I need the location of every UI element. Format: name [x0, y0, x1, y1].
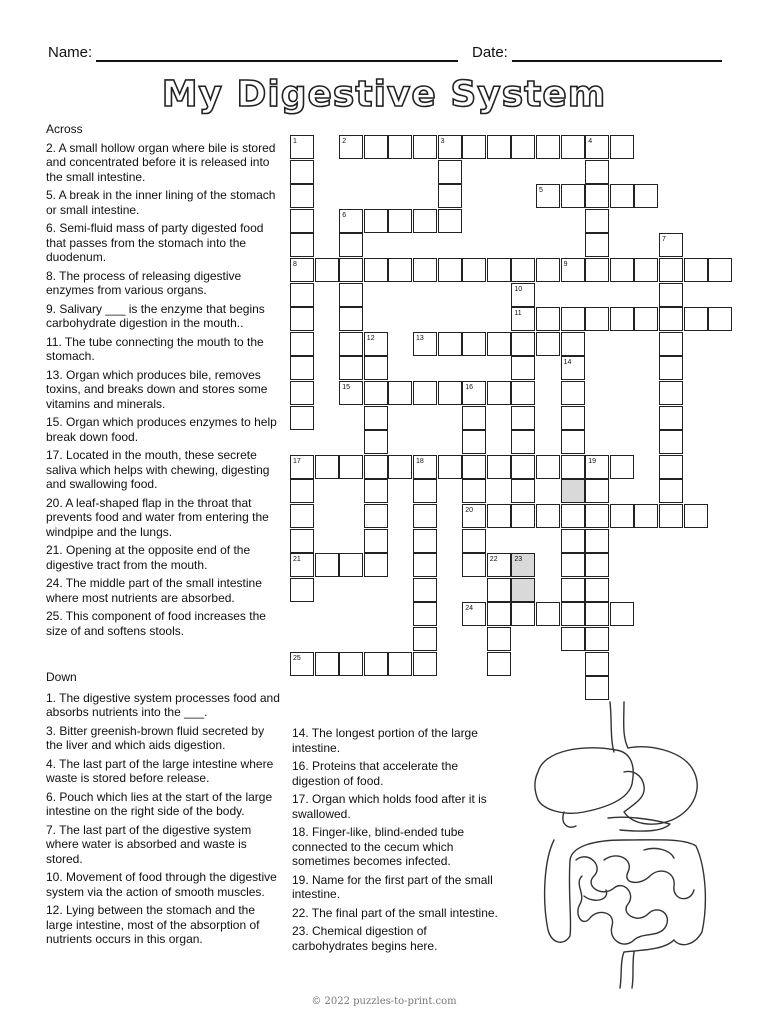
clue-number: 1 [293, 138, 297, 145]
grid-cell[interactable] [659, 479, 683, 503]
grid-cell[interactable] [413, 258, 437, 282]
grid-cell[interactable] [462, 258, 486, 282]
across-clue: 9. Salivary ___ is the enzyme that begins carbohydrate digestion in the mouth.. [46, 301, 265, 330]
grid-cell[interactable] [413, 135, 437, 159]
grid-cell[interactable] [413, 578, 437, 602]
clue-number: 8 [293, 261, 297, 268]
grid-cell[interactable] [438, 209, 462, 233]
grid-cell[interactable] [339, 332, 363, 356]
grid-cell[interactable] [585, 578, 609, 602]
clue-number: 16 [465, 384, 473, 391]
grid-cell[interactable] [413, 602, 437, 626]
down-clue: 19. Name for the first part of the small intestine. [292, 872, 493, 901]
grid-cell[interactable] [339, 356, 363, 380]
down-clue: 6. Pouch which lies at the start of the large intestine on the right side of the body. [46, 789, 273, 818]
grid-cell[interactable] [536, 602, 560, 626]
grid-cell[interactable] [634, 307, 658, 331]
grid-cell[interactable] [462, 529, 486, 553]
grid-cell[interactable] [462, 430, 486, 454]
down-clue: 1. The digestive system processes food and absorbs nutrients into the ___. [46, 690, 280, 719]
grid-cell[interactable] [462, 455, 486, 479]
clue-number: 7 [662, 236, 666, 244]
grid-cell[interactable] [585, 504, 609, 528]
grid-cell[interactable] [339, 553, 363, 577]
grid-cell[interactable] [290, 529, 314, 553]
clue-number: 23 [514, 556, 523, 564]
grid-cell[interactable] [290, 184, 314, 208]
grid-cell[interactable] [364, 430, 388, 454]
grid-cell[interactable] [659, 332, 683, 356]
grid-cell[interactable] [462, 553, 486, 577]
grid-cell[interactable] [536, 332, 560, 356]
clue-number: 17 [293, 457, 301, 465]
grid-cell[interactable] [388, 455, 412, 479]
grid-cell[interactable] [610, 258, 634, 282]
grid-cell[interactable] [659, 356, 683, 380]
across-clue: 24. The middle part of the small intestine where most nutrients are absorbed. [46, 576, 262, 605]
down-clue: 14. The longest portion of the large intestine. [292, 726, 478, 755]
grid-cell[interactable] [364, 553, 388, 577]
grid-cell[interactable] [487, 332, 511, 356]
grid-cell[interactable] [561, 184, 585, 208]
across-clue: 11. The tube connecting the mouth to the stomach. [46, 334, 264, 363]
copyright-footer: © 2022 puzzles-to-print.com [311, 996, 457, 1007]
grid-cell[interactable] [684, 504, 708, 528]
grid-cell[interactable] [536, 455, 560, 479]
grid-cell[interactable] [511, 356, 535, 380]
grid-cell[interactable] [561, 455, 585, 479]
clue-number: 12 [366, 334, 375, 342]
grid-cell[interactable] [708, 307, 732, 331]
grid-cell[interactable] [634, 184, 658, 208]
grid-cell[interactable] [462, 406, 486, 430]
grid-cell[interactable] [462, 332, 486, 356]
digestive-system-illustration [524, 700, 724, 990]
grid-cell[interactable] [610, 184, 634, 208]
grid-cell[interactable] [561, 529, 585, 553]
grid-cell[interactable] [290, 381, 314, 405]
clue-number: 19 [588, 457, 596, 465]
clue-number: 25 [293, 654, 301, 662]
grid-cell[interactable] [585, 652, 609, 676]
grid-cell[interactable] [339, 233, 363, 257]
grid-cell[interactable] [290, 160, 314, 184]
grid-cell[interactable] [487, 455, 511, 479]
grid-cell[interactable] [364, 652, 388, 676]
across-clue: 13. Organ which produces bile, removes toxins, and breaks down and stores some vitamins and minerals. [46, 367, 268, 411]
grid-cell[interactable] [290, 209, 314, 233]
clue-number: 20 [465, 507, 473, 514]
grid-cell[interactable] [290, 283, 314, 307]
clue-number: 6 [342, 211, 347, 219]
grid-cell[interactable] [585, 529, 609, 553]
grid-cell[interactable] [561, 406, 585, 430]
grid-cell[interactable] [413, 479, 437, 503]
down-clue: 16. Proteins that accelerate the digestion of food. [292, 759, 459, 788]
grid-cell[interactable] [364, 406, 388, 430]
grid-cell[interactable] [438, 258, 462, 282]
across-clue: 20. A leaf-shaped flap in the throat that prevents food and water from entering the windpipe and the lungs. [46, 495, 269, 539]
grid-cell[interactable] [290, 406, 314, 430]
grid-cell[interactable] [561, 381, 585, 405]
grid-cell[interactable] [339, 455, 363, 479]
down-clue: 7. The last part of the digestive system where water is absorbed and waste is stored. [46, 822, 252, 866]
grid-cell[interactable] [610, 307, 634, 331]
grid-cell[interactable] [511, 406, 535, 430]
grid-cell[interactable] [561, 553, 585, 577]
grid-cell[interactable] [585, 258, 609, 282]
grid-cell[interactable] [290, 479, 314, 503]
grid-cell[interactable] [339, 307, 363, 331]
grid-cell[interactable] [561, 602, 585, 626]
grid-cell[interactable] [561, 332, 585, 356]
down-heading: Down [46, 670, 77, 684]
grid-cell[interactable] [659, 455, 683, 479]
clue-number: 9 [563, 261, 568, 268]
grid-cell[interactable] [585, 184, 609, 208]
clue-number: 13 [416, 334, 424, 342]
grid-cell[interactable] [610, 602, 634, 626]
grid-cell[interactable] [339, 258, 363, 282]
down-clue: 22. The final part of the small intestine. [292, 905, 498, 920]
date-label: Date: [472, 44, 508, 61]
grid-cell[interactable] [684, 307, 708, 331]
down-clues-right [292, 726, 500, 957]
grid-cell[interactable] [511, 332, 535, 356]
grid-cell[interactable] [585, 479, 609, 503]
grid-cell[interactable] [290, 233, 314, 257]
down-clue: 3. Bitter greenish-brown fluid secreted by the liver and which aids digestion. [46, 723, 265, 752]
grid-cell[interactable] [561, 578, 585, 602]
grid-cell[interactable] [315, 455, 339, 479]
grid-cell[interactable] [315, 258, 339, 282]
grid-cell[interactable] [585, 160, 609, 184]
grid-cell[interactable] [438, 455, 462, 479]
grid-cell[interactable] [684, 258, 708, 282]
clue-number: 5 [539, 187, 543, 195]
grid-cell[interactable] [438, 160, 462, 184]
grid-cell[interactable] [561, 307, 585, 331]
grid-cell[interactable] [610, 504, 634, 528]
clue-number: 14 [563, 359, 572, 367]
grid-cell[interactable] [511, 135, 535, 159]
grid-cell[interactable] [487, 652, 511, 676]
grid-cell[interactable] [438, 381, 462, 405]
grid-cell[interactable] [610, 135, 634, 159]
grid-cell[interactable] [290, 504, 314, 528]
grid-cell[interactable] [536, 504, 560, 528]
grid-cell[interactable] [290, 332, 314, 356]
across-clue: 2. A small hollow organ where bile is stored and concentrated before it is released into the small intestine. [46, 140, 276, 184]
grid-cell[interactable] [364, 479, 388, 503]
grid-cell[interactable] [659, 381, 683, 405]
grid-cell[interactable] [339, 652, 363, 676]
grid-cell[interactable] [511, 258, 535, 282]
grid-cell[interactable] [585, 233, 609, 257]
grid-cell[interactable] [585, 553, 609, 577]
grid-cell[interactable] [290, 307, 314, 331]
across-clue: 5. A break in the inner lining of the stomach or small intestine. [46, 188, 276, 217]
clue-number: 15 [342, 384, 350, 391]
grid-cell[interactable] [364, 258, 388, 282]
grid-cell[interactable] [659, 430, 683, 454]
name-label: Name: [48, 44, 93, 61]
page-title: My Digestive System [161, 74, 607, 115]
grid-cell[interactable] [610, 455, 634, 479]
grid-cell[interactable] [659, 406, 683, 430]
grid-cell[interactable] [487, 627, 511, 651]
grid-cell[interactable] [487, 381, 511, 405]
grid-cell[interactable] [364, 529, 388, 553]
clue-number: 24 [465, 605, 473, 613]
grid-cell[interactable] [659, 504, 683, 528]
clue-number: 4 [588, 138, 593, 145]
grid-cell[interactable] [413, 652, 437, 676]
grid-cell[interactable] [315, 652, 339, 676]
grid-cell[interactable] [487, 578, 511, 602]
clue-number: 21 [293, 556, 301, 564]
grid-cell[interactable] [585, 307, 609, 331]
grid-cell[interactable] [561, 430, 585, 454]
grid-cell[interactable] [487, 504, 511, 528]
grid-cell[interactable] [511, 602, 535, 626]
grid-cell[interactable] [511, 430, 535, 454]
across-clue: 8. The process of releasing digestive enzymes from various organs. [46, 268, 242, 297]
grid-cell[interactable] [487, 602, 511, 626]
grid-cell[interactable] [388, 381, 412, 405]
grid-cell[interactable] [364, 209, 388, 233]
down-clue: 12. Lying between the stomach and the large intestine, most of the absorption of nutrients occurs in this organ. [46, 903, 260, 946]
grid-cell[interactable] [561, 479, 585, 503]
grid-cell[interactable] [364, 504, 388, 528]
grid-cell[interactable] [487, 258, 511, 282]
grid-cell[interactable] [487, 135, 511, 159]
grid-cell[interactable] [364, 356, 388, 380]
grid-cell[interactable] [413, 209, 437, 233]
across-clue: 21. Opening at the opposite end of the digestive tract from the mouth. [46, 543, 251, 572]
clue-number: 3 [440, 138, 445, 145]
grid-cell[interactable] [413, 381, 437, 405]
clue-number: 10 [514, 285, 523, 293]
grid-cell[interactable] [511, 479, 535, 503]
grid-cell[interactable] [536, 258, 560, 282]
grid-cell[interactable] [561, 135, 585, 159]
grid-cell[interactable] [536, 307, 560, 331]
grid-cell[interactable] [290, 356, 314, 380]
grid-cell[interactable] [315, 553, 339, 577]
across-heading: Across [46, 122, 83, 136]
down-clue: 10. Movement of food through the digestive system via the action of smooth muscles. [46, 870, 277, 899]
grid-cell[interactable] [536, 135, 560, 159]
down-clue: 4. The last part of the large intestine where waste is stored before release. [46, 756, 274, 785]
grid-cell[interactable] [388, 209, 412, 233]
grid-cell[interactable] [438, 184, 462, 208]
grid-cell[interactable] [585, 209, 609, 233]
grid-cell[interactable] [364, 455, 388, 479]
grid-cell[interactable] [708, 258, 732, 282]
grid-cell[interactable] [462, 135, 486, 159]
down-clue: 18. Finger-like, blind-ended tube connected to the cecum which sometimes becomes infected. [292, 825, 465, 868]
grid-cell[interactable] [659, 258, 683, 282]
grid-cell[interactable] [364, 381, 388, 405]
grid-cell[interactable] [511, 578, 535, 602]
clue-number: 22 [489, 556, 498, 564]
grid-cell[interactable] [561, 627, 585, 651]
grid-cell[interactable] [438, 332, 462, 356]
grid-cell[interactable] [585, 602, 609, 626]
grid-cell[interactable] [585, 676, 609, 700]
clue-number: 11 [514, 310, 522, 318]
across-clue: 15. Organ which produces enzymes to help break down food. [46, 415, 277, 444]
grid-cell[interactable] [659, 283, 683, 307]
grid-cell[interactable] [290, 578, 314, 602]
grid-cell[interactable] [388, 258, 412, 282]
grid-cell[interactable] [659, 307, 683, 331]
down-clue: 23. Chemical digestion of carbohydrates begins here. [292, 924, 438, 953]
grid-cell[interactable] [413, 627, 437, 651]
grid-cell[interactable] [339, 283, 363, 307]
grid-cell[interactable] [585, 627, 609, 651]
grid-cell[interactable] [634, 504, 658, 528]
grid-cell[interactable] [511, 455, 535, 479]
clue-number: 2 [342, 138, 347, 145]
grid-cell[interactable] [462, 479, 486, 503]
across-clue: 17. Located in the mouth, these secrete saliva which helps with chewing, digesting and swallowing food. [46, 448, 270, 491]
grid-cell[interactable] [388, 652, 412, 676]
grid-cell[interactable] [561, 504, 585, 528]
grid-cell[interactable] [364, 135, 388, 159]
grid-cell[interactable] [388, 135, 412, 159]
grid-cell[interactable] [511, 381, 535, 405]
grid-cell[interactable] [413, 553, 437, 577]
across-clue: 6. Semi-fluid mass of party digested food that passes from the stomach into the duodenum. [46, 221, 264, 264]
down-clue: 17. Organ which holds food after it is swallowed. [292, 792, 487, 821]
grid-cell[interactable] [634, 258, 658, 282]
grid-cell[interactable] [413, 529, 437, 553]
grid-cell[interactable] [413, 504, 437, 528]
across-clue: 25. This component of food increases the size of and softens stools. [46, 609, 266, 638]
grid-cell[interactable] [511, 504, 535, 528]
clue-number: 18 [416, 457, 424, 465]
